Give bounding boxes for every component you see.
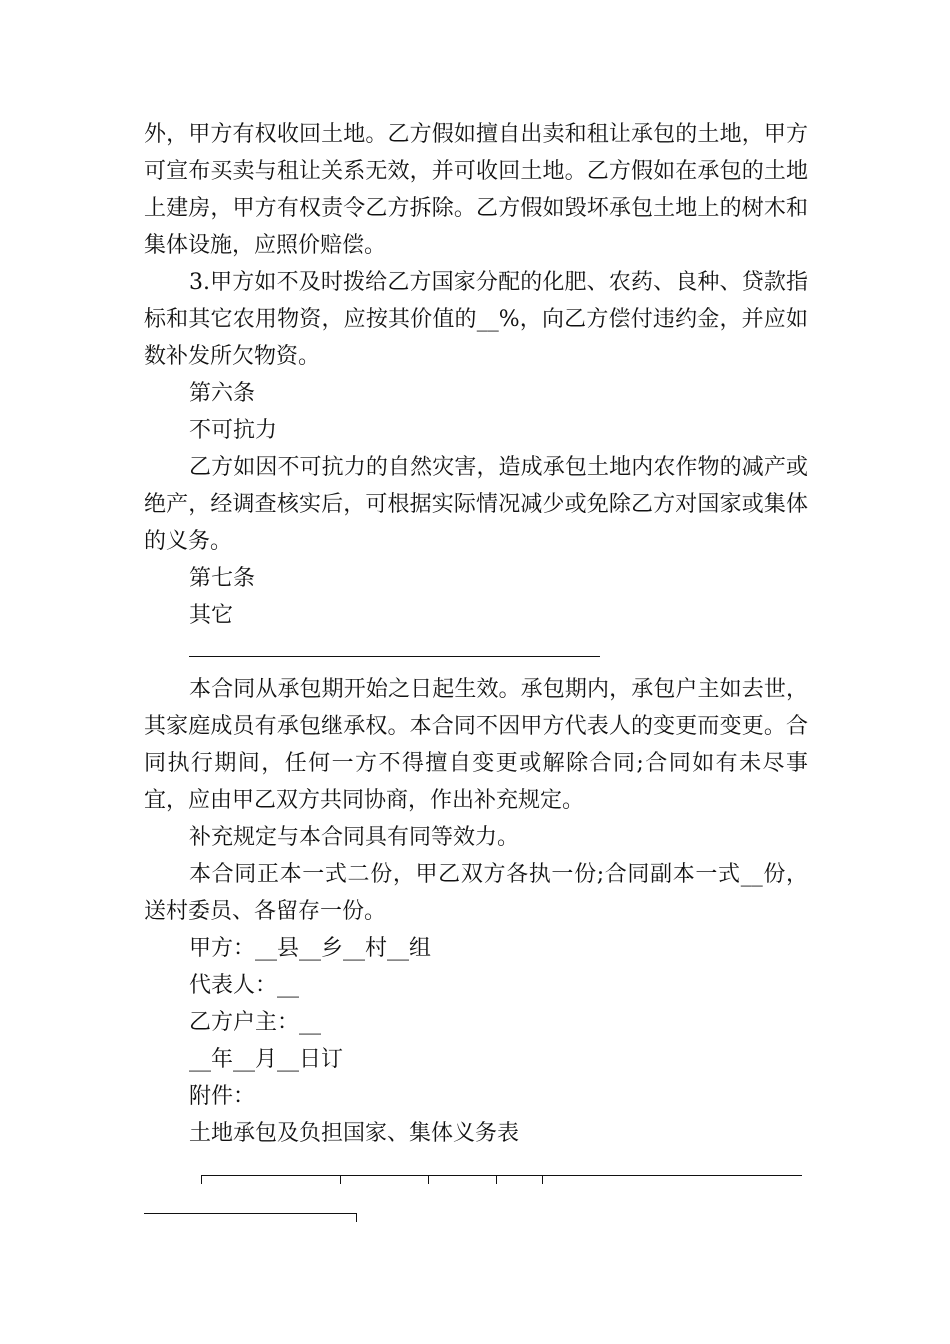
paragraph-clause-3: 3.甲方如不及时拨给乙方国家分配的化肥、农药、良种、贷款指标和其它农用物资，应按其价值的__%，向乙方偿付违约金，并应如数补发所欠物资。 [144,270,808,369]
paragraph-land-recovery: 外，甲方有权收回土地。乙方假如擅自出卖和租让承包的土地，甲方可宣布买卖与租让关系无效，并可收回土地。乙方假如在承包的土地上建房，甲方有权责令乙方拆除。乙方假如毁坏承包土地上的树木和集体设施，应照价赔偿。 [144,122,808,258]
representative-line: 代表人：__ [189,973,300,998]
table-left-corner [201,1175,202,1184]
table-column-tick [496,1175,497,1184]
paragraph-force-majeure: 乙方如因不可抗力的自然灾害，造成承包土地内农作物的减产或绝产，经调查核实后，可根据实际情况减少或免除乙方对国家或集体的义务。 [144,455,808,554]
document-page [144,116,808,1252]
table-column-tick [542,1175,543,1184]
table-right-corner [356,1213,357,1222]
attachment-label: 附件： [189,1084,256,1109]
party-b-line: 乙方户主：__ [189,1010,322,1035]
paragraph-effective: 本合同从承包期开始之日起生效。承包期内，承包户主如去世，其家庭成员有承包继承权。本合同不因甲方代表人的变更而变更。合同执行期间，任何一方不得擅自变更或解除合同;合同如有未尽事宜，应由甲乙双方共同协商，作出补充规定。 [144,677,808,813]
paragraph-supplement: 补充规定与本合同具有同等效力。 [189,825,520,850]
table-column-tick [428,1175,429,1184]
article-six-heading: 第六条 [189,381,256,406]
date-line: __年__月__日订 [189,1047,344,1072]
party-a-line: 甲方：__县__乡__村__组 [189,936,432,961]
blank-underline [144,634,808,671]
other-heading: 其它 [189,603,234,628]
force-majeure-heading: 不可抗力 [189,418,278,443]
table-top-border-continued [144,1213,356,1214]
attachment-title: 土地承包及负担国家、集体义务表 [189,1121,520,1146]
table-top-border [201,1175,802,1176]
table-border-fragment [144,1152,808,1252]
article-seven-heading: 第七条 [189,566,256,591]
table-column-tick [340,1175,341,1184]
paragraph-copies: 本合同正本一式二份，甲乙双方各执一份;合同副本一式__份，送村委员、各留存一份。 [144,862,808,924]
